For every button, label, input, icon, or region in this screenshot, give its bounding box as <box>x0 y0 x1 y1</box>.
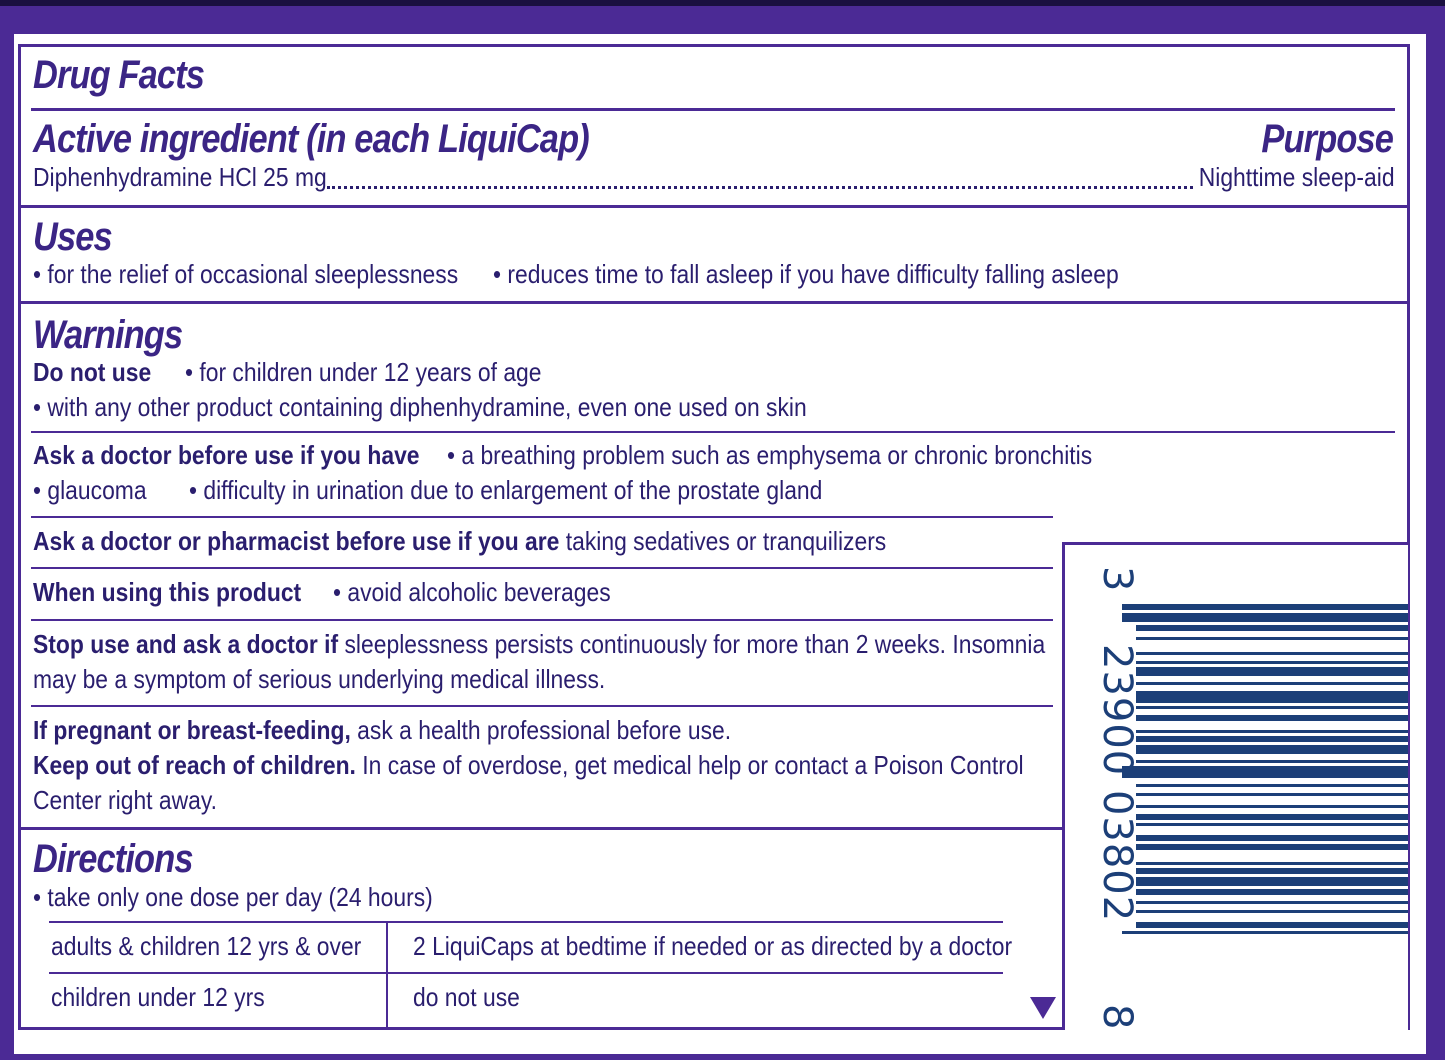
keep-out-label: Keep out of reach of children. <box>33 750 356 780</box>
barcode-bar <box>1136 760 1408 763</box>
divider-active <box>21 205 1407 208</box>
uses-heading: Uses <box>33 215 112 259</box>
barcode-bar <box>1136 691 1408 703</box>
continued-triangle-icon <box>1030 997 1056 1019</box>
barcode-bar <box>1136 877 1408 886</box>
barcode-bar <box>1136 682 1408 685</box>
barcode-bar <box>1136 652 1408 655</box>
uses-item-2: • reduces time to fall asleep if you have difficulty falling asleep <box>493 259 1119 289</box>
barcode-bar <box>1136 868 1408 874</box>
barcode-bar <box>1136 706 1408 709</box>
barcode-bar <box>1122 613 1408 622</box>
barcode-bar <box>1136 661 1408 664</box>
barcode-bar <box>1136 844 1408 850</box>
stop-use-text-1: sleeplessness persists continuously for more than 2 weeks. Insomnia <box>344 629 1046 659</box>
barcode-bar <box>1136 922 1408 928</box>
barcode-bar <box>1136 793 1408 796</box>
stop-use-line-1 <box>33 629 1045 660</box>
dosage-row-2-who: children under 12 yrs <box>51 982 265 1012</box>
do-not-use-item-2: • with any other product containing diphenhydramine, even one used on skin <box>33 392 807 422</box>
ask-doctor-item-2: • glaucoma <box>33 475 147 505</box>
divider-do-not-use <box>31 431 1395 433</box>
stop-use-label: Stop use and ask a doctor if <box>33 629 339 659</box>
pregnant-label: If pregnant or breast-feeding, <box>33 715 351 745</box>
dosage-table-row-divider <box>49 972 1003 974</box>
do-not-use-item-1: • for children under 12 years of age <box>185 357 542 387</box>
barcode-bar <box>1136 805 1408 808</box>
barcode-bar <box>1136 667 1408 676</box>
barcode-bar <box>1136 862 1408 865</box>
warnings-heading: Warnings <box>33 313 183 357</box>
keep-out-text-2: Center right away. <box>33 785 217 815</box>
barcode-bar <box>1136 745 1408 754</box>
barcode-digits-main: 23900 03802 <box>1094 644 1140 923</box>
dosage-row-1-dose: 2 LiquiCaps at bedtime if needed or as directed by a doctor <box>413 931 1013 961</box>
pregnant-text: ask a health professional before use. <box>357 715 732 745</box>
barcode-bar <box>1136 814 1408 820</box>
ask-pharmacist-row <box>33 526 886 557</box>
barcode-box-left-border <box>1062 542 1065 1030</box>
barcode-bar <box>1136 736 1408 742</box>
barcode-bar <box>1136 637 1408 640</box>
divider-stop-use <box>31 705 1053 707</box>
barcode-bar <box>1136 784 1408 787</box>
directions-intro: • take only one dose per day (24 hours) <box>33 882 433 912</box>
stop-use-text-2: may be a symptom of serious underlying medical illness. <box>33 664 606 694</box>
leader-dots <box>327 186 1193 189</box>
divider-ask-pharmacist <box>31 567 1053 569</box>
divider-uses <box>21 301 1407 304</box>
dosage-row-1-who: adults & children 12 yrs & over <box>51 931 362 961</box>
ask-pharmacist-label: Ask a doctor or pharmacist before use if you are <box>33 526 560 556</box>
ask-doctor-item-3: • difficulty in urination due to enlargement of the prostate gland <box>189 475 823 505</box>
uses-item-1: • for the relief of occasional sleeplessness <box>33 259 459 289</box>
barcode-bar <box>1136 730 1408 733</box>
purpose-heading: Purpose <box>1261 117 1393 161</box>
barcode-area <box>1062 542 1408 1030</box>
barcode-bar <box>1136 715 1408 721</box>
barcode-digit-top: 3 <box>1094 566 1140 592</box>
dosage-table-top <box>49 921 1003 923</box>
barcode-bar <box>1136 835 1408 841</box>
dosage-table-column-divider <box>386 921 388 1027</box>
barcode-digit-bottom: 8 <box>1094 1004 1140 1030</box>
package-top-edge <box>0 0 1445 6</box>
divider-ask-doctor <box>31 516 1053 518</box>
divider-warnings <box>21 827 1065 830</box>
barcode-bar <box>1136 901 1408 904</box>
divider-title <box>31 108 1395 111</box>
keep-out-text-1: In case of overdose, get medical help or contact a Poison Control <box>362 750 1024 780</box>
drug-facts-title: Drug Facts <box>33 53 205 97</box>
active-ingredient-heading: Active ingredient (in each LiquiCap) <box>33 117 589 161</box>
dosage-row-2-dose: do not use <box>413 982 520 1012</box>
barcode-bar <box>1136 625 1408 631</box>
ask-doctor-item-1: • a breathing problem such as emphysema or chronic bronchitis <box>447 440 1093 470</box>
keep-out-line-1 <box>33 750 1024 781</box>
barcode-bar <box>1122 604 1408 610</box>
barcode-box-top-border <box>1062 542 1408 545</box>
divider-when-using <box>31 619 1053 621</box>
pregnant-line <box>33 715 731 746</box>
when-using-text: • avoid alcoholic beverages <box>333 577 611 607</box>
barcode-bar <box>1136 889 1408 895</box>
barcode-bar <box>1136 823 1408 826</box>
purpose-text: Nighttime sleep-aid <box>1199 162 1395 192</box>
barcode-bar <box>1122 931 1408 934</box>
ask-pharmacist-text: taking sedatives or tranquilizers <box>565 526 887 556</box>
barcode-bar <box>1136 910 1408 913</box>
do-not-use-label: Do not use <box>33 357 152 387</box>
when-using-label: When using this product <box>33 577 302 607</box>
barcode-bar <box>1122 766 1408 778</box>
ask-doctor-label: Ask a doctor before use if you have <box>33 440 420 470</box>
directions-heading: Directions <box>33 837 193 881</box>
active-ingredient-text: Diphenhydramine HCl 25 mg <box>33 162 327 192</box>
